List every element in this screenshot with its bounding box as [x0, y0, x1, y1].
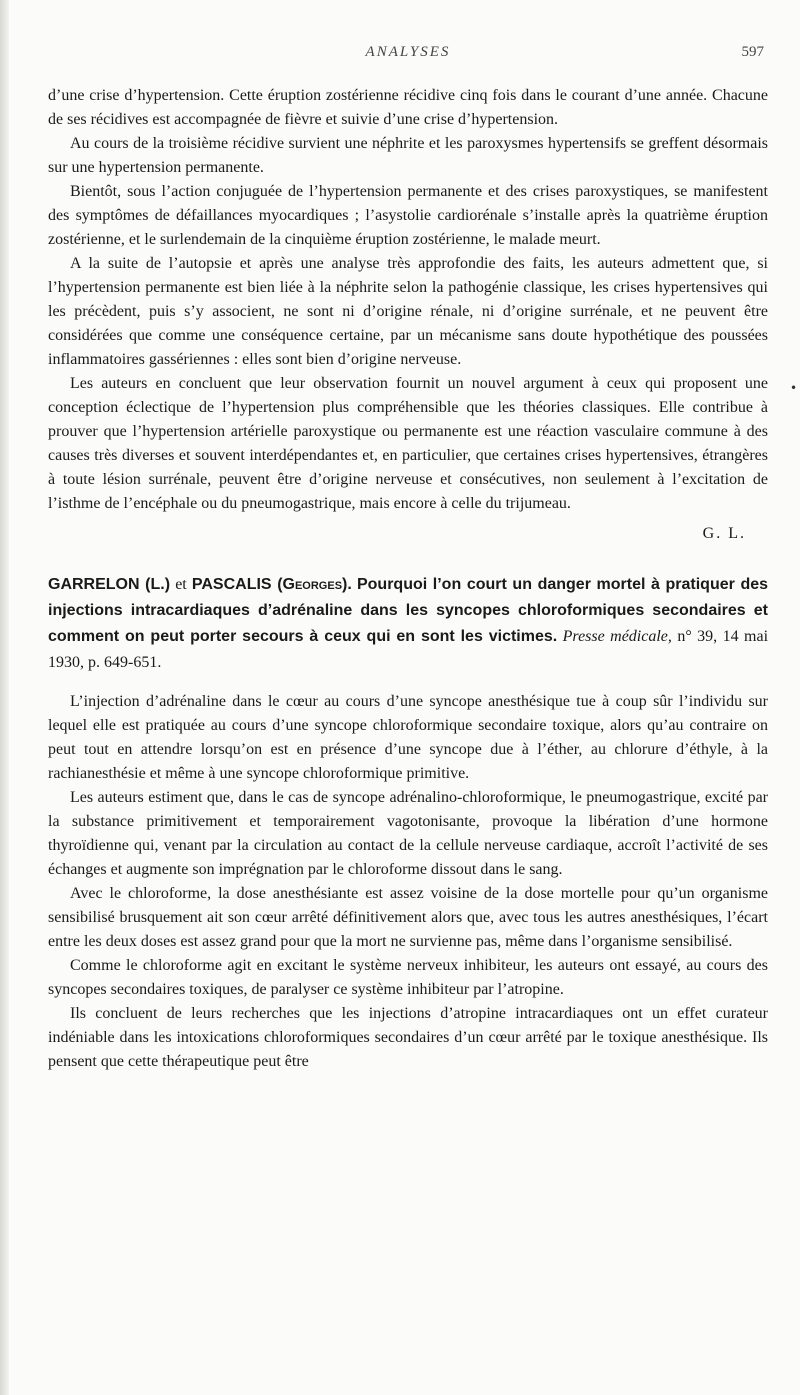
- scan-edge: [0, 0, 9, 1395]
- article-abstract: [48, 572, 768, 1074]
- page-body: [48, 84, 768, 1074]
- page-header: [48, 44, 768, 74]
- journal-name: Presse médicale,: [562, 628, 672, 645]
- citation: n° 39, 14 mai 1930, p. 649-651.: [48, 628, 769, 671]
- article-title: Pourquoi l’on court un danger mortel à pratiquer des injections intracardiaques d’adrénaline dans les syncopes chloroformiques secondaires et comment on peut porter secours à ceux qui en sont les victimes.: [48, 576, 769, 645]
- paragraph: Bientôt, sous l’action conjuguée de l’hypertension permanente et des crises paroxystiques, se manifestent des symptômes de défaillances myocardiques ; l’asystolie cardiorénale s’installe après la quatrième éruption zostérienne, et le surlendemain de la cinquième éruption zostérienne, le malade meurt.: [48, 183, 768, 248]
- page-number: 597: [741, 44, 764, 60]
- paragraph: Avec le chloroforme, la dose anesthésiante est assez voisine de la dose mortelle pour qu’un organisme sensibilisé brusquement ait son cœur arrêté définitivement alors que, avec tous les autres anesthésiques, l’écart entre les deux doses est assez grand pour que la mort ne survienne pas, même dans l’organisme sensibilisé.: [48, 885, 768, 950]
- margin-mark: •: [790, 381, 798, 395]
- paragraph: Ils concluent de leurs recherches que les injections d’atropine intracardiaques ont un effet curateur indéniable dans les intoxications chloroformiques secondaires d’un cœur arrêté par le toxique anesthésique. Ils pensent que cette thérapeutique peut être: [48, 1005, 768, 1070]
- paragraph: Comme le chloroforme agit en excitant le système nerveux inhibiteur, les auteurs ont essayé, au cours des syncopes secondaires toxiques, de paralyser ce système inhibiteur par l’atropine.: [48, 957, 768, 998]
- running-title: ANALYSES: [365, 44, 451, 60]
- author-2: PASCALIS (Georges).: [191, 576, 352, 593]
- author-1: GARRELON (L.): [48, 576, 171, 593]
- previous-article-continuation: [48, 84, 768, 546]
- author-connector: et: [175, 576, 187, 593]
- paragraph: A la suite de l’autopsie et après une analyse très approfondie des faits, les auteurs admettent que, si l’hypertension permanente est bien liée à la néphrite selon la pathogénie classique, les crises hypertensives qui les précèdent, puis s’y associent, ne sont ni d’origine rénale, ni d’origine surrénale, et ne peuvent être considérées que comme une conséquence certaine, par un mécanisme sans doute hypothétique des poussées inflammatoires gassériennes : elles sont bien d’origine nerveuse.: [48, 255, 768, 368]
- paragraph: Les auteurs estiment que, dans le cas de syncope adrénalino-chloroformique, le pneumogastrique, excité par la substance primitivement et temporairement vagotonisante, provoque la libération d’une hormone thyroïdienne qui, venant par la circulation au contact de la cellule nerveuse cardiaque, accroît l’activité de ses échanges et augmente son imprégnation par le chloroforme dissout dans le sang.: [48, 789, 768, 878]
- paragraph: Les auteurs en concluent que leur observation fournit un nouvel argument à ceux qui proposent une conception éclectique de l’hypertension plus compréhensible que les théories classiques. Elle contribue à prouver que l’hypertension artérielle paroxystique ou permanente est une réaction vasculaire commune à des causes très diverses et souvent interdépendantes et, en particulier, que certaines crises hypertensives, étrangères à toute lésion surrénale, peuvent être d’origine nerveuse et consécutives, non seulement à l’excitation de l’isthme de l’encéphale ou du pneumogastrique, mais encore à celle du trijumeau.: [48, 375, 768, 512]
- article-heading: [48, 572, 768, 676]
- paragraph: Au cours de la troisième récidive survient une néphrite et les paroxysmes hypertensifs se greffent désormais sur une hypertension permanente.: [48, 135, 768, 176]
- paragraph: d’une crise d’hypertension. Cette éruption zostérienne récidive cinq fois dans le courant d’une année. Chacune de ses récidives est accompagnée de fièvre et suivie d’une crise d’hypertension.: [48, 87, 768, 128]
- paragraph: L’injection d’adrénaline dans le cœur au cours d’une syncope anesthésique tue à coup sûr l’individu sur lequel elle est pratiquée au cours d’une syncope chloroformique secondaire toxique, alors qu’au contraire on peut tout en attendre lorsqu’on est en présence d’une syncope due à l’éther, au chlorure d’éthyle, à la rachianesthésie et même à une syncope chloroformique primitive.: [48, 693, 768, 782]
- reviewer-signature: G. L.: [702, 525, 746, 542]
